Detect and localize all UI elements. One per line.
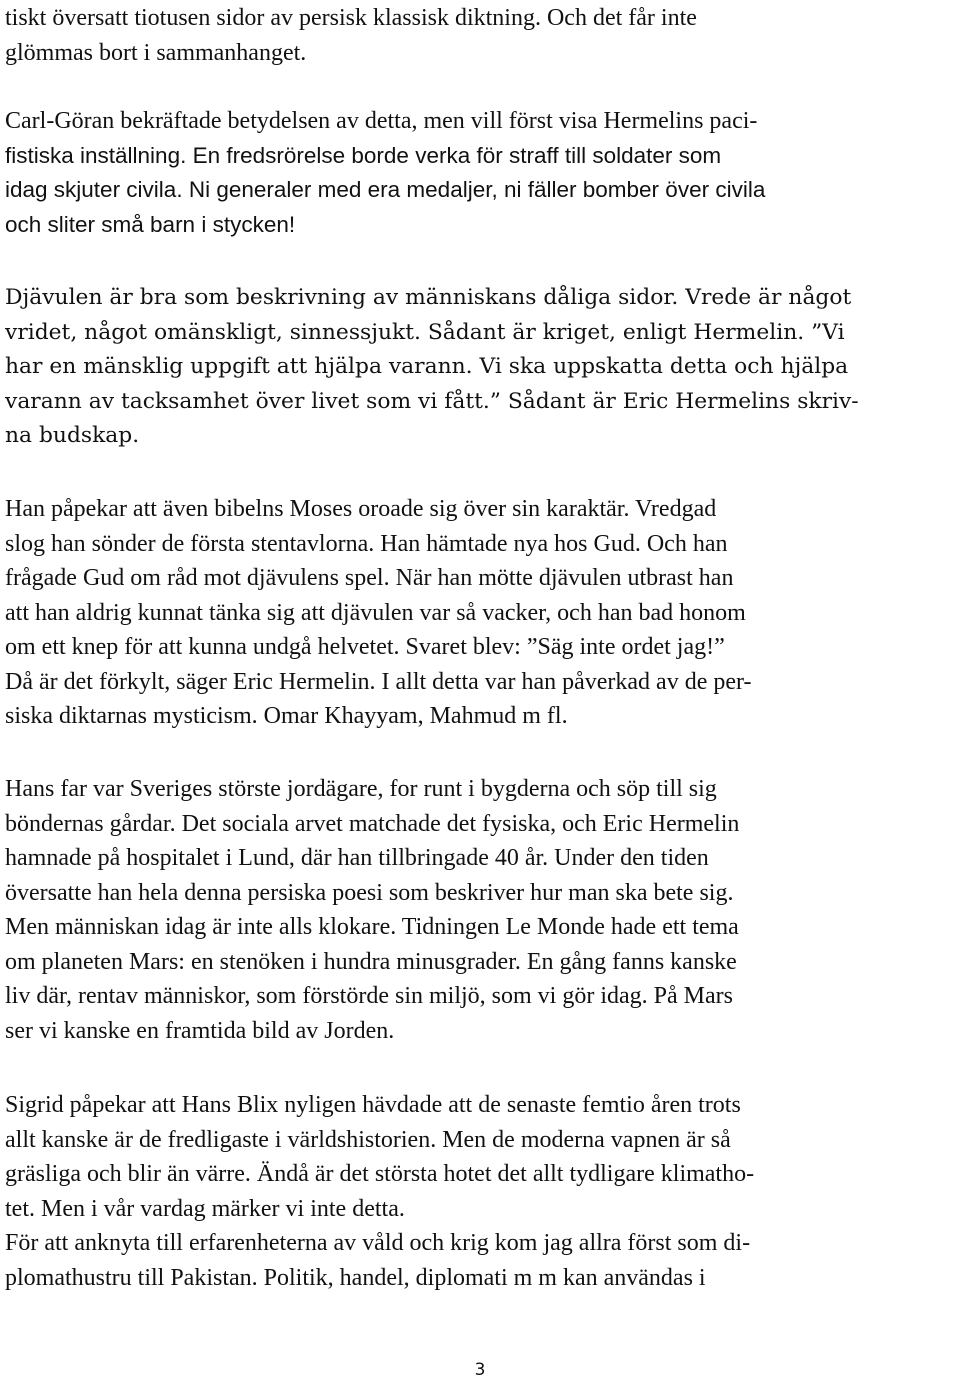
paragraph-line: Hans far var Sveriges störste jordägare, for runt i bygderna och söp till sig [5, 776, 717, 802]
paragraph-line: liv där, rentav människor, som förstörde sin miljö, som vi gör idag. På Mars [5, 983, 733, 1009]
paragraph-line: ser vi kanske en framtida bild av Jorden. [5, 1017, 395, 1044]
paragraph-4 [5, 492, 953, 734]
paragraph-line: översatte han hela denna persiska poesi som beskriver hur man ska bete sig. [5, 879, 734, 906]
paragraph-5 [5, 772, 953, 1048]
paragraph-line: plomathustru till Pakistan. Politik, handel, diplomati m m kan användas i [5, 1264, 706, 1291]
paragraph-1 [5, 1, 953, 70]
paragraph-line: om planeten Mars: en stenöken i hundra minusgrader. En gång fanns kanske [5, 948, 737, 975]
paragraph-3 [5, 281, 953, 454]
paragraph-line: har en mänsklig uppgift att hjälpa varann. Vi ska uppskatta detta och hjälpa [5, 354, 849, 379]
paragraph-line: att han aldrig kunnat tänka sig att djävulen var så vacker, och han bad honom [5, 599, 746, 626]
paragraph-line: na budskap. [5, 423, 140, 448]
paragraph-line: slog han sönder de första stentavlorna. Han hämtade nya hos Gud. Och han [5, 530, 728, 557]
paragraph-line: För att anknyta till erfarenheterna av våld och krig kom jag allra först som di- [5, 1230, 751, 1256]
paragraph-line: gräsliga och blir än värre. Ändå är det största hotet det allt tydligare klimatho- [5, 1161, 755, 1187]
paragraph-line: siska diktarnas mysticism. Omar Khayyam, Mahmud m fl. [5, 703, 568, 729]
paragraph-2 [5, 104, 953, 242]
paragraph-line: idag skjuter civila. Ni generaler med era medaljer, ni fäller bomber över civila [5, 177, 766, 202]
paragraph-line: hamnade på hospitalet i Lund, där han tillbringade 40 år. Under den tiden [5, 845, 709, 871]
paragraph-line: Sigrid påpekar att Hans Blix nyligen hävdade att de senaste femtio åren trots [5, 1092, 741, 1118]
paragraph-line: Djävulen är bra som beskrivning av människans dåliga sidor. Vrede är något [5, 285, 852, 310]
paragraph-line: Han påpekar att även bibelns Moses oroade sig över sin karaktär. Vredgad [5, 496, 717, 522]
page-number: 3 [474, 1360, 486, 1380]
paragraph-line: varann av tacksamhet över livet som vi fått.” Sådant är Eric Hermelins skriv- [5, 388, 859, 414]
paragraph-line: tiskt översatt tiotusen sidor av persisk klassisk diktning. Och det får inte [5, 5, 697, 31]
paragraph-line: vridet, något omänskligt, sinnessjukt. Sådant är kriget, enligt Hermelin. ”Vi [5, 319, 845, 345]
paragraph-line: Carl-Göran bekräftade betydelsen av detta, men vill först visa Hermelins paci- [5, 108, 758, 134]
paragraph-line: böndernas gårdar. Det sociala arvet matchade det fysiska, och Eric Hermelin [5, 810, 740, 837]
paragraph-line: frågade Gud om råd mot djävulens spel. När han mötte djävulen utbrast han [5, 565, 734, 591]
paragraph-line: Då är det förkylt, säger Eric Hermelin. I allt detta var han påverkad av de per- [5, 668, 752, 695]
paragraph-line: tet. Men i vår vardag märker vi inte detta. [5, 1195, 405, 1222]
paragraph-line: om ett knep för att kunna undgå helvetet. Svaret blev: ”Säg inte ordet jag!” [5, 634, 725, 660]
paragraph-line: fistiska inställning. En fredsrörelse borde verka för straff till soldater som [5, 142, 722, 168]
paragraph-line: allt kanske är de fredligaste i världshistorien. Men de moderna vapnen är så [5, 1126, 731, 1153]
paragraph-line: Men människan idag är inte alls klokare. Tidningen Le Monde hade ett tema [5, 914, 739, 940]
paragraph-line: och sliter små barn i stycken! [5, 211, 296, 237]
paragraph-line: glömmas bort i sammanhanget. [5, 39, 307, 66]
paragraph-6 [5, 1088, 953, 1295]
